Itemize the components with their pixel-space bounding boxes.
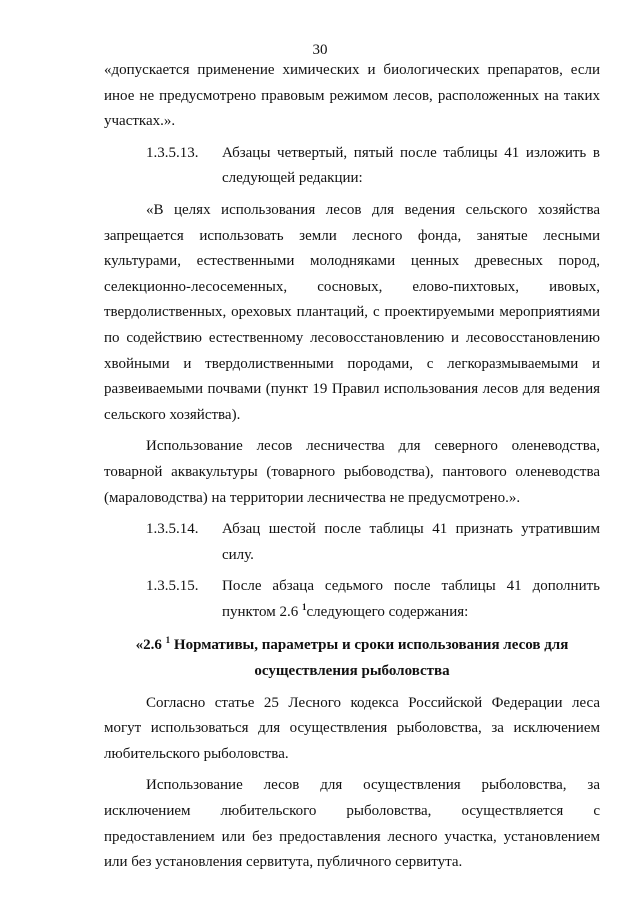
section-heading [104, 633, 600, 684]
quoted-paragraph-agriculture: «В целях использования лесов для ведения сельского хозяйства запрещается использовать земли лесного фонда, занятые лесными культурами, естественными молодняками ценных древесных пород, селекционно-лесосеменных, сосновых, елово-пихтовых, ивовых, твердолиственных, ореховых плантаций, с проектируемыми мероприятиями по содействию естественному лесовосстановлению и лесовосстановлению хвойными и твердолиственными породами, с легкоразмываемыми и развеиваемыми почвами (пункт 19 Правил использования лесов для ведения сельского хозяйства). [104, 201, 600, 423]
clause-number: 1.3.5.15. [146, 578, 199, 595]
document-body [104, 58, 600, 876]
page-number: 30 [312, 42, 328, 58]
clause-text: Абзацы четвертый, пятый после таблицы 41 изложить в следующей редакции: [222, 144, 600, 187]
paragraph-fishing-use: Использование лесов для осуществления рыболовства, за исключением любительского рыболовства, осуществляется с предоставлением или без предоставления лесного участка, установлением или без установления сервитута, публичного сервитута. [104, 777, 600, 871]
clause-1-3-5-13 [104, 141, 600, 192]
clause-1-3-5-14 [104, 517, 600, 568]
clause-1-3-5-15 [104, 574, 600, 625]
heading-text: Нормативы, параметры и сроки использования лесов для осуществления рыболовства [173, 637, 569, 680]
clause-text: Абзац шестой после таблицы 41 признать утратившим силу. [222, 521, 600, 563]
paragraph-forest-code: Согласно статье 25 Лесного кодекса Российской Федерации леса могут использоваться для осуществления рыболовства, за исключением любительского рыболовства. [104, 694, 600, 762]
clause-text [222, 574, 600, 625]
clause-text-before: После абзаца седьмого после таблицы 41 дополнить пунктом 2.6 [222, 578, 600, 620]
clause-number: 1.3.5.14. [146, 521, 199, 538]
heading-superscript: 1 [165, 635, 171, 646]
heading-number: «2.6 [135, 637, 162, 654]
quoted-paragraph-reindeer: Использование лесов лесничества для северного оленеводства, товарной аквакультуры (товарного рыбоводства), пантового оленеводства (мараловодства) на территории лесничества не предусмотрено.». [104, 438, 600, 506]
clause-text-after: следующего содержания: [306, 603, 469, 620]
superscript: 1 [301, 601, 307, 612]
clause-number: 1.3.5.13. [146, 144, 199, 161]
paragraph-continuation: «допускается применение химических и биологических препаратов, если иное не предусмотрено правовым режимом лесов, расположенных на таких участках.». [104, 62, 600, 130]
